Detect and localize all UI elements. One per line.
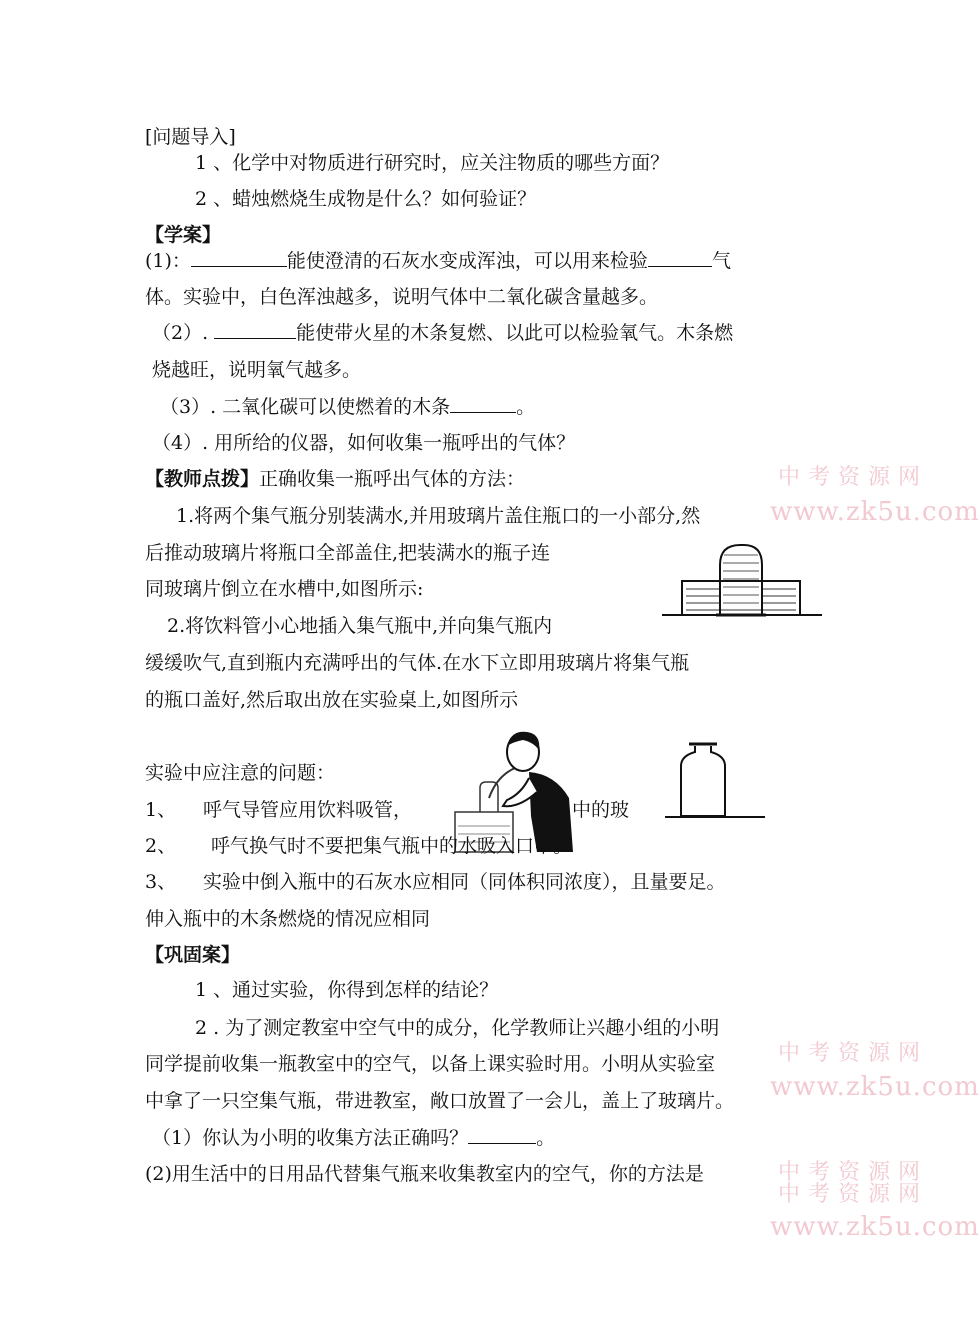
consolidate-question-2: 2 . 为了测定教室中空气中的成分，化学教师让兴趣小组的小明 (195, 1017, 720, 1039)
teacher-step-2-line2: 缓缓吹气,直到瓶内充满呼出的气体.在水下立即用玻璃片将集气瓶 (145, 652, 690, 674)
watermark-cn: 中考资源网 (778, 1041, 929, 1066)
note-1-tail: 中的玻 (572, 799, 630, 821)
note-3-num: 3、 (145, 871, 177, 893)
note-2-num: 2、 (145, 835, 177, 857)
section-heading-consolidate: 【巩固案】 (145, 944, 241, 966)
gas-bottle-figure (665, 740, 765, 820)
answer-blank[interactable] (468, 1125, 536, 1144)
note-3-text: 实验中倒入瓶中的石灰水应相同（同体积同浓度），且量要足。 (203, 871, 726, 893)
section-heading-intro: [问题导入] (145, 126, 236, 148)
note-1-num: 1、 (145, 799, 177, 821)
watermark-cn: 中考资源网 (778, 1160, 929, 1185)
water-trough-figure (662, 541, 822, 621)
consolidate-subquestion-2: (2)用生活中的日用品代替集气瓶来收集教室内的空气，你的方法是 (145, 1163, 704, 1185)
answer-blank[interactable] (191, 248, 287, 267)
intro-question-2: 2 、蜡烛燃烧生成物是什么？如何验证？ (195, 188, 537, 210)
section-heading-study: 【学案】 (145, 224, 222, 246)
study-item-2-line2: 烧越旺，说明氧气越多。 (152, 359, 362, 381)
consolidate-subquestion-1: （1）你认为小明的收集方法正确吗？ 。 (152, 1127, 556, 1149)
teacher-step-1-line2: 后推动玻璃片将瓶口全部盖住,把装满水的瓶子连 (145, 542, 551, 564)
note-2-text: 呼气换气时不要把集气瓶中的水吸入口中。 (211, 835, 573, 857)
study-item-3: （3）. 二氧化碳可以使燃着的木条 。 (160, 396, 536, 418)
watermark-cn: 中考资源网 (778, 465, 929, 490)
teacher-tips: 【教师点拨】正确收集一瓶呼出气体的方法： (145, 468, 526, 490)
notes-heading: 实验中应注意的问题： (145, 762, 336, 784)
teacher-step-2: 2.将饮料管小心地插入集气瓶中,并向集气瓶内 (167, 615, 553, 637)
answer-blank[interactable] (648, 248, 712, 267)
watermark-url: www.zk5u.com (770, 497, 980, 527)
teacher-step-1-line3: 同玻璃片倒立在水槽中,如图所示: (145, 578, 424, 600)
study-item-2: （2）. 能使带火星的木条复燃、以此可以检验氧气。木条燃 (152, 322, 734, 344)
answer-blank[interactable] (450, 394, 516, 413)
study-item-1: (1)： 能使澄清的石灰水变成浑浊，可以用来检验 气 (145, 250, 731, 272)
study-item-4: （4）. 用所给的仪器，如何收集一瓶呼出的气体？ (152, 432, 576, 454)
consolidate-question-1: 1 、通过实验，你得到怎样的结论？ (195, 979, 499, 1001)
watermark-url: www.zk5u.com (770, 1212, 980, 1242)
watermark-url: www.zk5u.com (770, 1072, 980, 1102)
consolidate-question-2-line2: 同学提前收集一瓶教室中的空气，以备上课实验时用。小明从实验室 (145, 1053, 716, 1075)
teacher-step-1: 1.将两个集气瓶分别装满水,并用玻璃片盖住瓶口的一小部分,然 (176, 505, 701, 527)
answer-blank[interactable] (214, 320, 296, 339)
note-1-text: 呼气导管应用饮料吸管， (203, 799, 413, 821)
note-3-line2: 伸入瓶中的木条燃烧的情况应相同 (145, 908, 431, 930)
watermark-cn: 中考资源网 (778, 1182, 929, 1207)
intro-question-1: 1 、化学中对物质进行研究时，应关注物质的哪些方面？ (195, 152, 670, 174)
study-item-1-line2: 体。实验中，白色浑浊越多，说明气体中二氧化碳含量越多。 (145, 286, 659, 308)
consolidate-question-2-line3: 中拿了一只空集气瓶，带进教室，敞口放置了一会儿，盖上了玻璃片。 (145, 1090, 735, 1112)
teacher-step-2-line3: 的瓶口盖好,然后取出放在实验桌上,如图所示 (145, 689, 519, 711)
